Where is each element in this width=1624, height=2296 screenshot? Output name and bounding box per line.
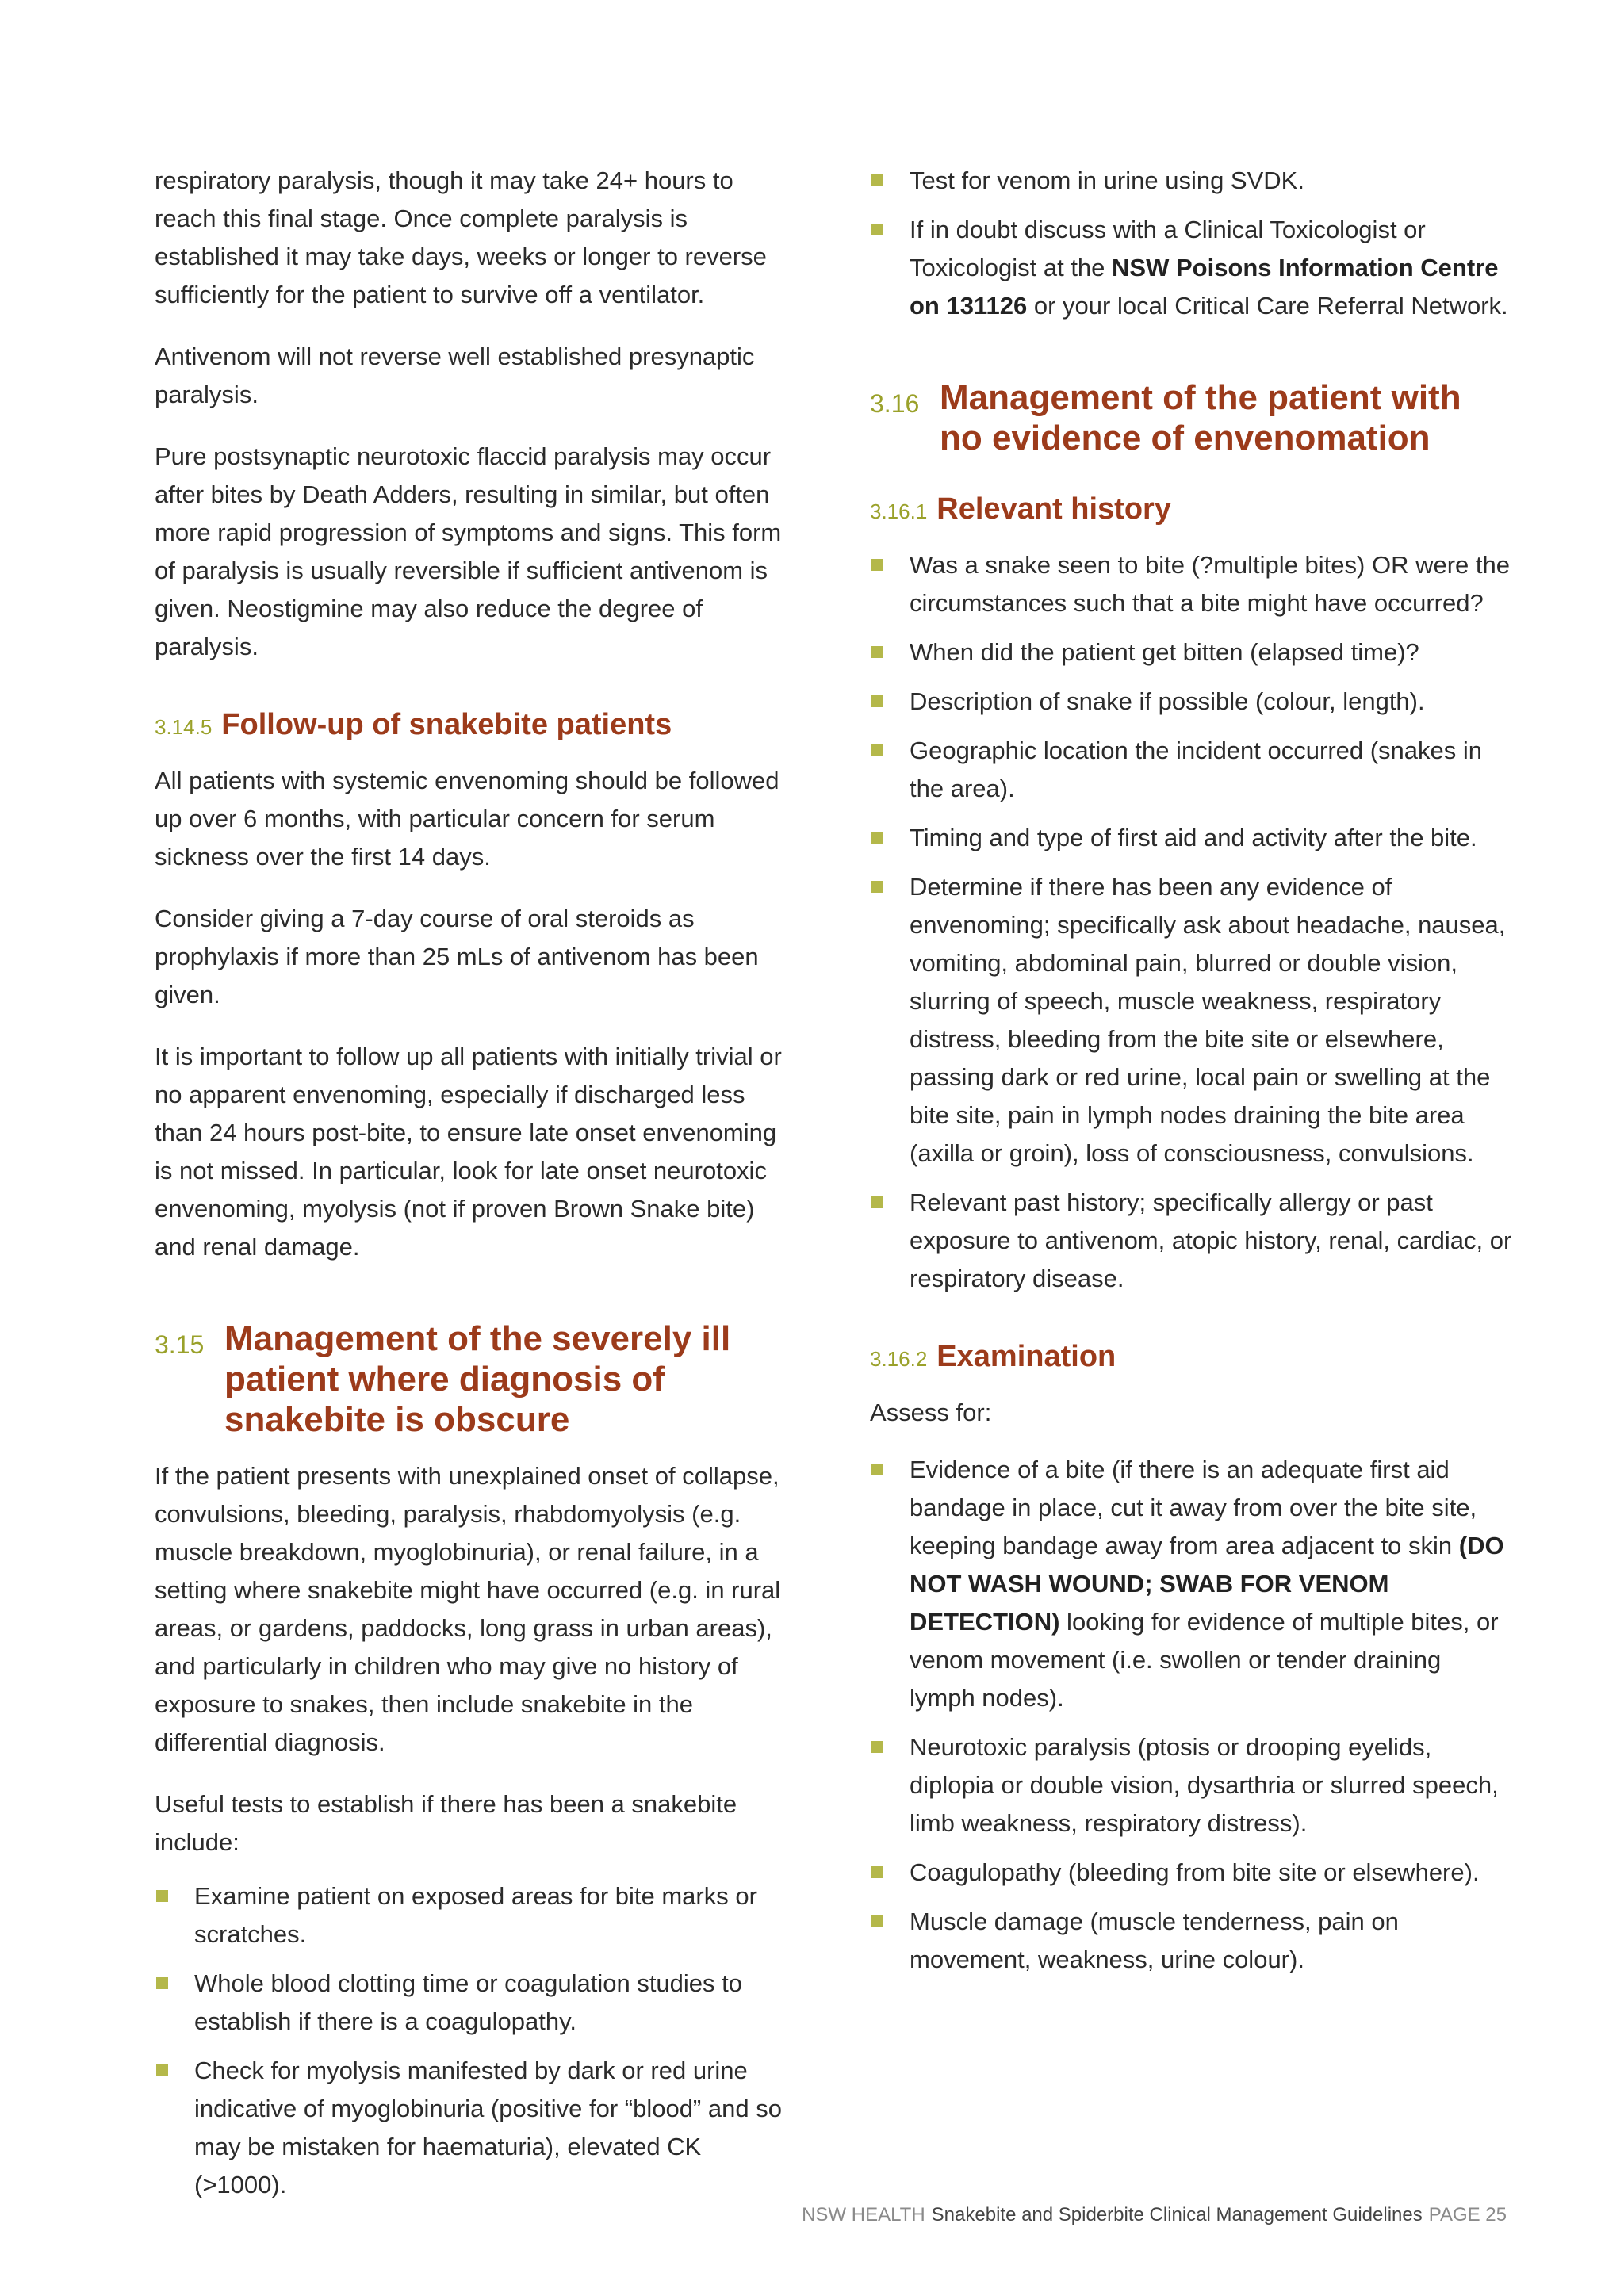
list-item: Evidence of a bite (if there is an adequate first aid bandage in place, cut it away from over the bite site, keeping bandage away from area adjacent to skin (DO NOT WASH WOUND; SWAB FOR VENOM DETECTION) looking for evidence of multiple bites, or venom movement (i.e. swollen or tender draining lymph nodes). — [870, 1451, 1512, 1717]
bullet-square-icon — [871, 174, 883, 186]
section-title: Relevant history — [936, 492, 1171, 526]
bullet-square-icon — [156, 2064, 168, 2076]
list-item: Examine patient on exposed areas for bite marks or scratches. — [155, 1877, 797, 1954]
heading-3-16 — [870, 377, 1512, 458]
paragraph: Consider giving a 7-day course of oral steroids as prophylaxis if more than 25 mLs of antivenom has been given. — [155, 905, 759, 1008]
list-item: Whole blood clotting time or coagulation studies to establish if there is a coagulopathy. — [155, 1965, 797, 2041]
bullet-square-icon — [156, 1890, 168, 1902]
bullet-square-icon — [871, 832, 883, 844]
list-item: Geographic location the incident occurred (snakes in the area). — [870, 732, 1512, 808]
section-number: 3.14.5 — [155, 715, 213, 739]
section-title: Follow-up of snakebite patients — [221, 708, 672, 741]
bullet-square-icon — [871, 224, 883, 235]
paragraph: Assess for: — [870, 1399, 992, 1426]
section-number: 3.15 — [155, 1330, 205, 1359]
section-number: 3.16.1 — [870, 499, 928, 523]
bullet-square-icon — [871, 695, 883, 707]
section-title: Management of the severely ill patient where diagnosis of snakebite is obscure — [224, 1319, 731, 1439]
list-item: If in doubt discuss with a Clinical Toxicologist or Toxicologist at the NSW Poisons Information Centre on 131126 or your local Critical Care Referral Network. — [870, 211, 1512, 325]
section-title: Examination — [936, 1340, 1116, 1373]
section-number: 3.16.2 — [870, 1347, 928, 1371]
left-column — [155, 162, 797, 2228]
paragraph: All patients with systemic envenoming should be followed up over 6 months, with particular concern for serum sickness over the first 14 days. — [155, 767, 779, 871]
list-item: Coagulopathy (bleeding from bite site or elsewhere). — [870, 1854, 1512, 1892]
list-item: When did the patient get bitten (elapsed time)? — [870, 633, 1512, 672]
page-number: PAGE 25 — [1428, 2204, 1507, 2225]
paragraph: If the patient presents with unexplained onset of collapse, convulsions, bleeding, paralysis, rhabdomyolysis (e.g. muscle breakdown, myoglobinuria), or renal failure, in a setting where snakebite might have occurred (e.g. in rural areas, or gardens, paddocks, long grass in urban areas), and particularly in children who may give no history of exposure to snakes, then include snakebite in the differential diagnosis. — [155, 1462, 781, 1756]
page-footer — [802, 2204, 1507, 2226]
list-item: Description of snake if possible (colour, length). — [870, 683, 1512, 721]
footer-brand: NSW HEALTH — [802, 2204, 925, 2225]
list-item: Test for venom in urine using SVDK. — [870, 162, 1512, 200]
bullet-square-icon — [156, 1977, 168, 1989]
section-title: Management of the patient with no evidence of envenomation — [940, 378, 1461, 457]
footer-title: Snakebite and Spiderbite Clinical Management Guidelines — [931, 2204, 1423, 2225]
list-item: Timing and type of first aid and activity after the bite. — [870, 819, 1512, 857]
bullet-square-icon — [871, 1741, 883, 1753]
bullet-square-icon — [871, 1196, 883, 1208]
section-number: 3.16 — [870, 389, 920, 418]
paragraph: respiratory paralysis, though it may take 24+ hours to reach this final stage. Once complete paralysis is established it may take days, weeks or longer to reverse sufficiently for the patient to survive off a ventilator. — [155, 166, 767, 308]
heading-3-15 — [155, 1318, 797, 1440]
list-item: Was a snake seen to bite (?multiple bites) OR were the circumstances such that a bite might have occurred? — [870, 546, 1512, 622]
heading-3-16-1 — [870, 490, 1512, 530]
list-item: Muscle damage (muscle tenderness, pain on movement, weakness, urine colour). — [870, 1903, 1512, 1979]
history-list — [870, 546, 1512, 1298]
heading-3-14-5 — [155, 706, 797, 746]
list-item: Relevant past history; specifically allergy or past exposure to antivenom, atopic history, renal, cardiac, or respiratory disease. — [870, 1184, 1512, 1298]
bullet-square-icon — [871, 1464, 883, 1475]
right-column — [870, 162, 1512, 2003]
list-item: Check for myolysis manifested by dark or red urine indicative of myoglobinuria (positive for “blood” and so may be mistaken for haematuria), elevated CK (>1000). — [155, 2052, 797, 2204]
paragraph: Useful tests to establish if there has been a snakebite include: — [155, 1790, 737, 1856]
bullet-square-icon — [871, 744, 883, 756]
examination-list — [870, 1451, 1512, 1979]
paragraph: Pure postsynaptic neurotoxic flaccid paralysis may occur after bites by Death Adders, resulting in similar, but often more rapid progression of symptoms and signs. This form of paralysis is usually reversible if sufficient antivenom is given. Neostigmine may also reduce the degree of paralysis. — [155, 442, 782, 660]
bullet-square-icon — [871, 646, 883, 658]
bullet-square-icon — [871, 881, 883, 893]
tests-list-continued — [870, 162, 1512, 325]
list-item: Neurotoxic paralysis (ptosis or drooping eyelids, diplopia or double vision, dysarthria or slurred speech, limb weakness, respiratory distress). — [870, 1728, 1512, 1843]
list-item: Determine if there has been any evidence of envenoming; specifically ask about headache, nausea, vomiting, abdominal pain, blurred or double vision, slurring of speech, muscle weakness, respiratory distress, bleeding from the bite site or elsewhere, passing dark or red urine, local pain or swelling at the bite site, pain in lymph nodes draining the bite area (axilla or groin), loss of consciousness, convulsions. — [870, 868, 1512, 1173]
bullet-square-icon — [871, 559, 883, 571]
bullet-square-icon — [871, 1866, 883, 1878]
tests-list — [155, 1877, 797, 2204]
heading-3-16-2 — [870, 1337, 1512, 1378]
bullet-square-icon — [871, 1915, 883, 1927]
paragraph: It is important to follow up all patients with initially trivial or no apparent envenoming, especially if discharged less than 24 hours post-bite, to ensure late onset envenoming is not missed. In particular, look for late onset neurotoxic envenoming, myolysis (not if proven Brown Snake bite) and renal damage. — [155, 1043, 782, 1261]
paragraph: Antivenom will not reverse well established presynaptic paralysis. — [155, 342, 755, 408]
